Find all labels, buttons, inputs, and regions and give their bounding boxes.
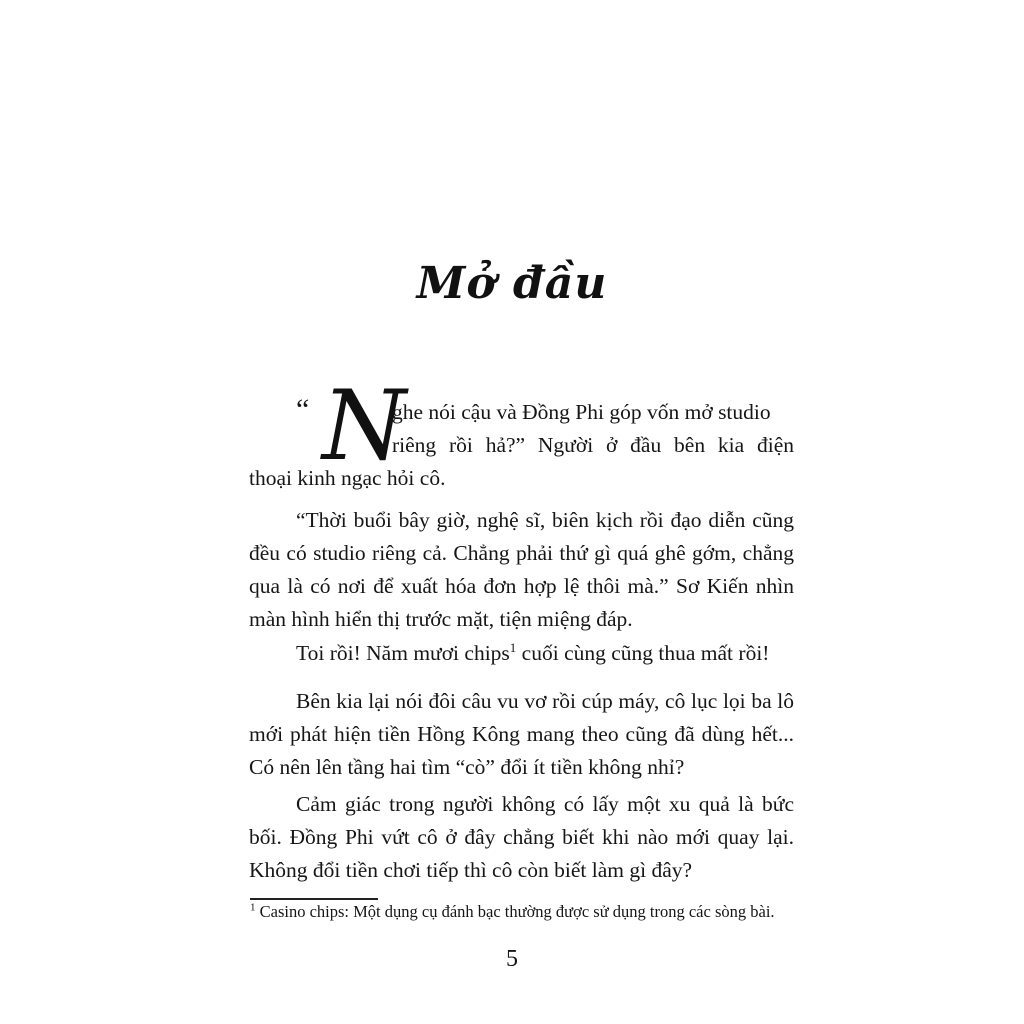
paragraph-2-text-before: Toi rồi! Năm mươi chips: [296, 641, 510, 665]
opening-quote-mark: “: [296, 393, 310, 426]
paragraph-1: “Thời buổi bây giờ, nghệ sĩ, biên kịch rồi đạo diễn cũng đều có studio riêng cả. Chẳng phải thứ gì quá ghê gớm, chẳng qua là có nơi để xuất hóa đơn hợp lệ thôi mà.” Sơ Kiến nhìn màn hình hiển thị trước mặt, tiện miệng đáp.: [249, 508, 794, 631]
paragraph-4: Cảm giác trong người không có lấy một xu quả là bức bối. Đồng Phi vứt cô ở đây chẳng biết khi nào mới quay lại. Không đổi tiền chơi tiếp thì cô còn biết làm gì đây?: [249, 792, 794, 882]
opening-line-2: riêng rồi hả?” Người ở đầu bên kia điện: [392, 433, 794, 457]
chapter-title: Mở đầu: [416, 258, 608, 309]
paragraph-2: [249, 637, 794, 670]
footnote-mark: 1: [250, 901, 256, 914]
paragraph-3: Bên kia lại nói đôi câu vu vơ rồi cúp máy, cô lục lọi ba lô mới phát hiện tiền Hồng Kông mang theo cũng đã dùng hết... Có nên lên tầng hai tìm “cò” đổi ít tiền không nhỉ?: [249, 689, 794, 779]
footnote: [250, 902, 775, 922]
opening-line-1: ghe nói cậu và Đồng Phi góp vốn mở studio: [392, 400, 771, 424]
footnote-text: Casino chips: Một dụng cụ đánh bạc thường được sử dụng trong các sòng bài.: [255, 902, 775, 921]
page-number: 5: [506, 946, 518, 972]
footnote-reference: 1: [509, 639, 517, 655]
opening-line-3: thoại kinh ngạc hỏi cô.: [249, 466, 446, 490]
footnote-divider: [250, 898, 378, 900]
drop-cap-letter: N: [322, 370, 406, 482]
paragraph-2-text-after: cuối cùng cũng thua mất rồi!: [516, 641, 770, 665]
